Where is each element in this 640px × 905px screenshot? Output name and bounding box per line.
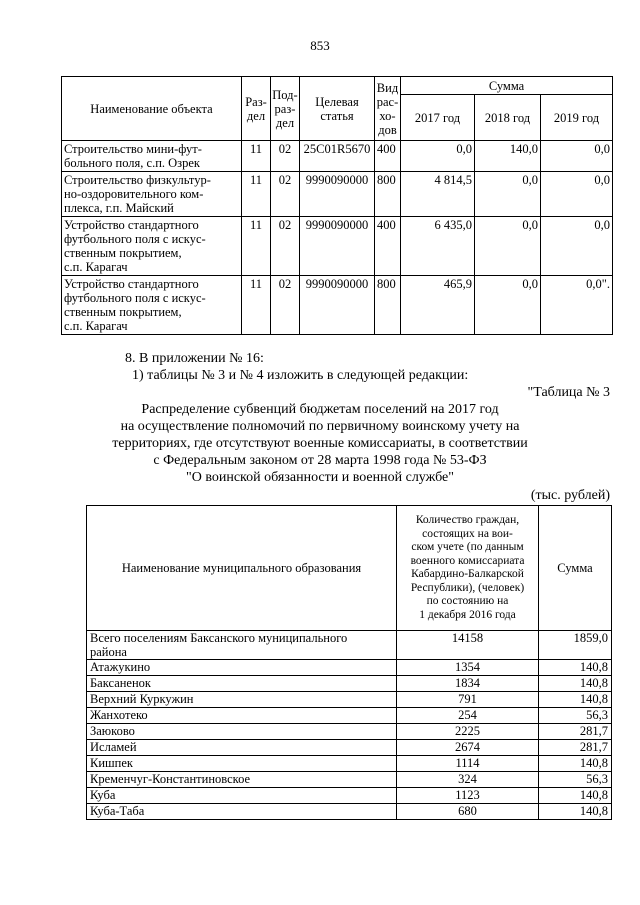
sum-2019-cell: 0,0 [541,141,613,172]
sum-2019-cell: 0,0 [541,172,613,217]
sum-cell: 140,8 [539,804,612,820]
header-count-line: ском учете (по данным [411,541,524,553]
table-row [87,708,612,724]
header-section-line: Раз- [245,94,267,109]
object-name-line: Строительство мини-фут- [64,142,202,156]
sum-2017-cell: 465,9 [401,276,475,335]
object-name-line: футбольного поля с искус- [64,232,206,246]
municipality-name-cell [87,692,397,708]
citizens-count-cell: 1123 [397,788,539,804]
units-label: (тыс. рублей) [530,488,610,503]
object-name-cell [62,141,242,172]
header-count-line: 1 декабря 2016 года [419,608,516,621]
sum-cell: 1859,0 [539,631,612,660]
section-cell: 11 [242,217,271,276]
municipality-name-line: Куба-Таба [90,804,145,818]
table-row [87,756,612,772]
sum-2017-cell: 0,0 [401,141,475,172]
table-row [87,631,612,660]
sum-cell: 140,8 [539,788,612,804]
sum-cell: 281,7 [539,740,612,756]
sum-2017-cell: 4 814,5 [401,172,475,217]
municipality-name-cell [87,631,397,660]
sum-cell: 140,8 [539,756,612,772]
object-name-line: ственным покрытием, [64,305,182,319]
citizens-count-cell: 2225 [397,724,539,740]
header-vid-line: хо- [379,108,396,123]
header-count-line: по состоянию на [426,595,509,607]
header-vid-line: Вид [376,80,399,95]
citizens-count-cell: 14158 [397,631,539,660]
table-row [87,740,612,756]
object-name-line: Устройство стандартного [64,277,199,291]
sum-cell: 56,3 [539,772,612,788]
municipality-name-line: Верхний Куркужин [90,692,194,706]
header-vid-line: рас- [376,94,399,109]
table-row [62,217,613,276]
object-name-line: футбольного поля с искус- [64,291,206,305]
municipality-name-cell [87,676,397,692]
sum-2019-cell: 0,0". [541,276,613,335]
sum-2018-cell: 0,0 [475,276,541,335]
sum-cell: 140,8 [539,660,612,676]
expense-type-cell: 400 [375,141,401,172]
municipality-name-cell [87,724,397,740]
object-name-line: но-оздоровительного ком- [64,187,204,201]
sum-cell: 281,7 [539,724,612,740]
table-row [87,692,612,708]
subsection-cell: 02 [271,141,300,172]
table-title-line: территориях, где отсутствуют военные комиссариаты, в соответствии [112,436,528,451]
header-citizens-count [397,506,539,631]
sum-2019-cell: 0,0 [541,217,613,276]
header-count-line: Республики), (человек) [410,581,525,594]
table-title-line: с Федеральным законом от 28 марта 1998 года № 53-ФЗ [153,453,487,468]
objects-table-body [62,141,613,335]
object-name-line: ственным покрытием, [64,246,182,260]
table-title-line: "О воинской обязанности и военной службе" [186,470,454,485]
municipality-name-line: Исламей [90,740,137,754]
sum-2018-cell: 0,0 [475,217,541,276]
citizens-count-cell: 1354 [397,660,539,676]
header-target-line: статья [320,108,354,123]
sum-cell: 140,8 [539,676,612,692]
subventions-table-body [87,631,612,820]
header-sum: Сумма [539,506,612,631]
header-target-article [300,77,375,141]
table-label: "Таблица № 3 [527,385,610,400]
municipality-name-cell [87,788,397,804]
header-subsection-line: дел [275,115,295,130]
citizens-count-cell: 791 [397,692,539,708]
table-row [87,788,612,804]
object-name-cell [62,172,242,217]
header-expense-type [375,77,401,141]
object-name-line: Устройство стандартного [64,218,199,232]
header-year-2019: 2019 год [541,95,613,141]
object-name-cell [62,276,242,335]
citizens-count-cell: 2674 [397,740,539,756]
table-row [62,276,613,335]
subsection-cell: 02 [271,276,300,335]
municipality-name-line: Жанхотеко [90,708,148,722]
table-row [87,660,612,676]
sum-2018-cell: 0,0 [475,172,541,217]
table-row [87,772,612,788]
sum-cell: 56,3 [539,708,612,724]
table-title-line: Распределение субвенций бюджетам поселений на 2017 год [141,402,499,417]
municipality-name-line: Кременчуг-Константиновское [90,772,251,786]
municipality-name-line: Атажукино [90,660,151,674]
citizens-count-cell: 1114 [397,756,539,772]
page-number: 853 [310,38,330,53]
object-name-cell [62,217,242,276]
subsection-cell: 02 [271,172,300,217]
sum-2017-cell: 6 435,0 [401,217,475,276]
municipality-name-cell [87,804,397,820]
header-count-line: Количество граждан, [415,514,520,526]
header-section [242,77,271,141]
municipality-name-line: Куба [90,788,116,802]
header-section-line: дел [246,108,266,123]
municipality-name-line: Всего поселениям Баксанского муниципального [90,631,348,645]
target-article-cell: 9990090000 [300,217,375,276]
header-year-2017: 2017 год [401,95,475,141]
item-8: 8. В приложении № 16: [125,351,264,366]
municipality-name-cell [87,740,397,756]
municipality-name-line: Баксаненок [90,676,151,690]
section-cell: 11 [242,141,271,172]
header-count-line: Кабардино-Балкарской [411,568,524,580]
header-count-line: состоящих на вои- [422,527,513,540]
expense-type-cell: 400 [375,217,401,276]
section-cell: 11 [242,172,271,217]
expense-type-cell: 800 [375,172,401,217]
object-name-line: Строительство физкультур- [64,173,211,187]
table-row [62,141,613,172]
expense-type-cell: 800 [375,276,401,335]
citizens-count-cell: 254 [397,708,539,724]
municipality-name-line: Кишпек [90,756,133,770]
sum-cell: 140,8 [539,692,612,708]
table-row [62,172,613,217]
header-subsection-line: Под- [272,87,298,102]
citizens-count-cell: 680 [397,804,539,820]
header-municipality: Наименование муниципального образования [87,506,397,631]
municipality-name-cell [87,756,397,772]
section-cell: 11 [242,276,271,335]
target-article-cell: 25С01R5670 [300,141,375,172]
object-name-line: плекса, г.п. Майский [64,201,174,215]
subventions-table [86,505,612,820]
target-article-cell: 9990090000 [300,276,375,335]
header-count-line: военного комиссариата [410,554,525,567]
header-target-line: Целевая [315,94,359,109]
object-name-line: с.п. Карагач [64,260,128,274]
header-subsection-line: раз- [274,101,296,116]
municipality-name-line: Заюково [90,724,135,738]
citizens-count-cell: 324 [397,772,539,788]
sum-2018-cell: 140,0 [475,141,541,172]
municipality-name-cell [87,708,397,724]
object-name-line: больного поля, с.п. Озрек [64,156,200,170]
citizens-count-cell: 1834 [397,676,539,692]
header-sum: Сумма [401,77,613,95]
municipality-name-line: района [90,645,127,659]
header-object-name: Наименование объекта [62,77,242,141]
municipality-name-cell [87,660,397,676]
header-subsection [271,77,300,141]
header-vid-line: дов [378,122,397,137]
table-row [87,804,612,820]
objects-table [61,76,613,335]
subsection-cell: 02 [271,217,300,276]
object-name-line: с.п. Карагач [64,319,128,333]
table-title-line: на осуществление полномочий по первичному воинскому учету на [120,419,520,434]
item-8-1: 1) таблицы № 3 и № 4 изложить в следующей редакции: [132,368,469,383]
municipality-name-cell [87,772,397,788]
target-article-cell: 9990090000 [300,172,375,217]
table-row [87,724,612,740]
table-row [87,676,612,692]
header-year-2018: 2018 год [475,95,541,141]
